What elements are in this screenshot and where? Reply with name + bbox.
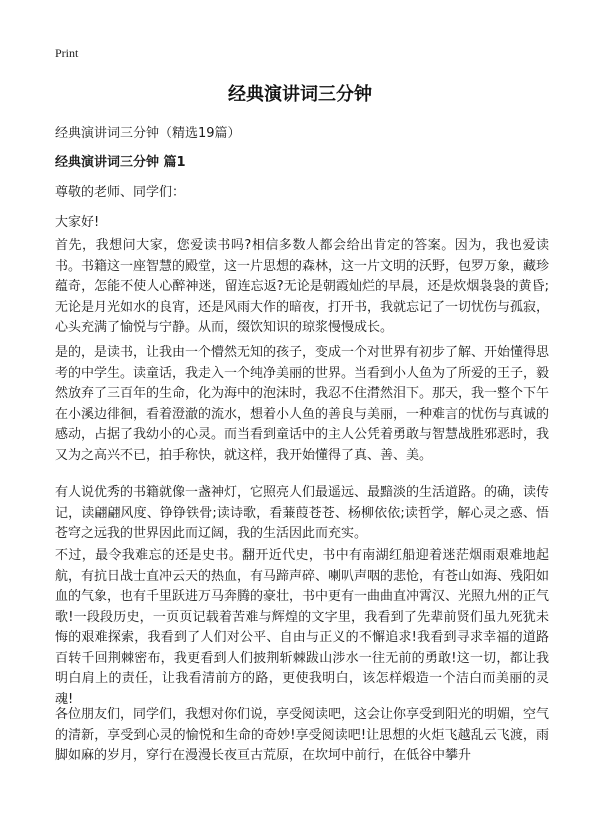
page-title: 经典演讲词三分钟	[228, 84, 372, 105]
paragraph-5: 各位朋友们，同学们，我想对你们说，享受阅读吧，这会让你享受到阳光的明媚，空气的清新，享受到心灵的愉悦和生命的奇妙!享受阅读吧!让思想的火炬飞越乱云飞渡，雨脚如麻的岁月，穿行在漫漫长夜亘古荒原，在坎坷中前行，在低谷中攀升	[55, 707, 550, 763]
paragraph-1: 首先，我想问大家，您爱读书吗?相信多数人都会给出肯定的答案。因为，我也爱读书。书籍这一座智慧的殿堂，这一片思想的森林，这一片文明的沃野，包罗万象，藏珍蕴奇，怎能不使人心醉神迷，留连忘返?无论是朝霞灿烂的早晨，还是炊烟袅袅的黄昏;无论是月光如水的良宵，还是风雨大作的暗夜，打开书，我就忘记了一切忧伤与孤寂，心头充满了愉悦与宁静。从而，缀饮知识的琼浆慢慢成长。	[55, 238, 550, 335]
greeting: 大家好!	[55, 215, 100, 230]
document-subtitle: 经典演讲词三分钟（精选19篇）	[55, 126, 241, 141]
section-heading: 经典演讲词三分钟 篇1	[55, 155, 186, 170]
print-link[interactable]: Print	[55, 46, 79, 60]
salutation: 尊敬的老师、同学们：	[55, 185, 186, 200]
paragraph-3: 有人说优秀的书籍就像一盏神灯，它照亮人们最遥远、最黯淡的生活道路。的确，读传记，读翩翩风度、铮铮铁骨;读诗歌，看蒹葭苍苍、杨柳依依;读哲学，解心灵之惑、悟苍穹之远我的世界因此而辽阔，我的生活因此而充实。	[55, 485, 550, 541]
paragraph-4: 不过，最令我难忘的还是史书。翻开近代史，书中有南湖红船迎着迷茫烟雨艰难地起航，有抗日战士直冲云天的热血，有马蹄声碎、喇叭声咽的悲怆，有苍山如海、残阳如血的气象，也有千里跃进万马奔腾的豪壮，书中更有一曲曲直冲霄汉、光照九州的正气歌!一段段历史，一页页记载着苦难与辉煌的文字里，我看到了先辈前贤们虽九死犹未悔的艰难探索，我看到了人们对公平、自由与正义的不懈追求!我看到寻求幸福的道路百转千回荆棘密布，我更看到人们披荆斩棘跋山涉水一往无前的勇敢!这一切，都让我明白肩上的责任，让我看清前方的路，更使我明白，该怎样煅造一个洁白而美丽的灵魂!	[55, 548, 550, 707]
paragraph-2: 是的，是读书，让我由一个懵然无知的孩子，变成一个对世界有初步了解、开始懂得思考的中学生。读童话，我走入一个纯净美丽的世界。当看到小人鱼为了所爱的王子，毅然放弃了三百年的生命，化为海中的泡沫时，我忍不住潸然泪下。那天，我一整个下午在小溪边徘徊，看着澄澈的流水，想着小人鱼的善良与美丽，一种难言的忧伤与真诚的感动，占据了我幼小的心灵。而当看到童话中的主人公凭着勇敢与智慧战胜邪恶时，我又为之高兴不已，拍手称快，就这样，我开始懂得了真、善、美。	[55, 345, 550, 463]
